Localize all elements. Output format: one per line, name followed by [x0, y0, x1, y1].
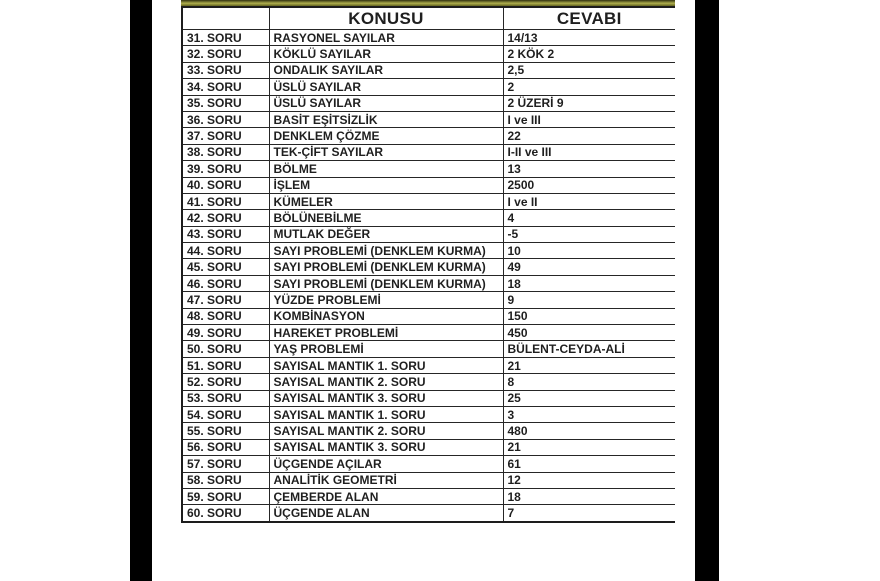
- answer-rows: [182, 30, 675, 522]
- answer-cell: 8: [503, 374, 675, 390]
- table-row: [182, 472, 675, 488]
- answer-cell: 2500: [503, 177, 675, 193]
- topic-cell: KÖKLÜ SAYILAR: [269, 46, 503, 62]
- answer-cell: 25: [503, 390, 675, 406]
- header-answer-cell: CEVABI: [503, 7, 675, 30]
- topic-cell: İŞLEM: [269, 177, 503, 193]
- table-row: [182, 243, 675, 259]
- table-row: [182, 62, 675, 78]
- table-row: [182, 259, 675, 275]
- table-row: [182, 210, 675, 226]
- number-cell: 35. SORU: [182, 95, 269, 111]
- topic-cell: SAYISAL MANTIK 1. SORU: [269, 357, 503, 373]
- number-cell: 43. SORU: [182, 226, 269, 242]
- topic-cell: ONDALIK SAYILAR: [269, 62, 503, 78]
- table-row: [182, 226, 675, 242]
- answer-cell: I-II ve III: [503, 144, 675, 160]
- table-row: [182, 439, 675, 455]
- header-topic-cell: KONUSU: [269, 7, 503, 30]
- answer-cell: 2: [503, 79, 675, 95]
- answer-cell: 10: [503, 243, 675, 259]
- answer-cell: 61: [503, 456, 675, 472]
- number-cell: 57. SORU: [182, 456, 269, 472]
- answer-cell: 21: [503, 439, 675, 455]
- number-cell: 40. SORU: [182, 177, 269, 193]
- number-cell: 38. SORU: [182, 144, 269, 160]
- number-cell: 60. SORU: [182, 505, 269, 522]
- number-cell: 51. SORU: [182, 357, 269, 373]
- table-row: [182, 79, 675, 95]
- topic-cell: DENKLEM ÇÖZME: [269, 128, 503, 144]
- table-row: [182, 423, 675, 439]
- table-row: [182, 95, 675, 111]
- answer-cell: 22: [503, 128, 675, 144]
- table-row: [182, 357, 675, 373]
- topic-cell: YAŞ PROBLEMİ: [269, 341, 503, 357]
- answer-cell: 480: [503, 423, 675, 439]
- topic-cell: BÖLME: [269, 161, 503, 177]
- table-row: [182, 292, 675, 308]
- answer-cell: 7: [503, 505, 675, 522]
- answer-cell: 49: [503, 259, 675, 275]
- topic-cell: ÜSLÜ SAYILAR: [269, 95, 503, 111]
- table-row: [182, 308, 675, 324]
- number-cell: 31. SORU: [182, 30, 269, 46]
- number-cell: 37. SORU: [182, 128, 269, 144]
- topic-cell: KÜMELER: [269, 193, 503, 209]
- number-cell: 49. SORU: [182, 325, 269, 341]
- topic-cell: SAYI PROBLEMİ (DENKLEM KURMA): [269, 259, 503, 275]
- number-cell: 55. SORU: [182, 423, 269, 439]
- topic-cell: MUTLAK DEĞER: [269, 226, 503, 242]
- table-row: [182, 144, 675, 160]
- table-row: [182, 505, 675, 522]
- topic-cell: BASİT EŞİTSİZLİK: [269, 111, 503, 127]
- number-cell: 53. SORU: [182, 390, 269, 406]
- number-cell: 33. SORU: [182, 62, 269, 78]
- table-row: [182, 488, 675, 504]
- table-row: [182, 325, 675, 341]
- number-cell: 42. SORU: [182, 210, 269, 226]
- answer-cell: 2 ÜZERİ 9: [503, 95, 675, 111]
- topic-cell: SAYISAL MANTIK 2. SORU: [269, 423, 503, 439]
- number-cell: 32. SORU: [182, 46, 269, 62]
- answer-cell: 4: [503, 210, 675, 226]
- number-cell: 39. SORU: [182, 161, 269, 177]
- table-row: [182, 374, 675, 390]
- right-black-bar: [695, 0, 719, 581]
- answer-cell: 9: [503, 292, 675, 308]
- table-row: [182, 111, 675, 127]
- answer-cell: 12: [503, 472, 675, 488]
- topic-cell: KOMBİNASYON: [269, 308, 503, 324]
- topic-cell: SAYISAL MANTIK 2. SORU: [269, 374, 503, 390]
- topic-cell: ÜÇGENDE ALAN: [269, 505, 503, 522]
- topic-cell: HAREKET PROBLEMİ: [269, 325, 503, 341]
- header-number-cell: [182, 7, 269, 30]
- answer-cell: BÜLENT-CEYDA-ALİ: [503, 341, 675, 357]
- number-cell: 45. SORU: [182, 259, 269, 275]
- topic-cell: SAYISAL MANTIK 3. SORU: [269, 439, 503, 455]
- answer-key-document: [181, 0, 675, 581]
- number-cell: 48. SORU: [182, 308, 269, 324]
- answer-cell: 21: [503, 357, 675, 373]
- table-row: [182, 456, 675, 472]
- table-row: [182, 341, 675, 357]
- topic-cell: BÖLÜNEBİLME: [269, 210, 503, 226]
- answer-cell: 150: [503, 308, 675, 324]
- number-cell: 56. SORU: [182, 439, 269, 455]
- number-cell: 36. SORU: [182, 111, 269, 127]
- number-cell: 52. SORU: [182, 374, 269, 390]
- topic-cell: SAYI PROBLEMİ (DENKLEM KURMA): [269, 243, 503, 259]
- number-cell: 41. SORU: [182, 193, 269, 209]
- table-row: [182, 46, 675, 62]
- header-row: [182, 7, 675, 30]
- answer-key-table: [181, 6, 675, 523]
- table-row: [182, 193, 675, 209]
- topic-cell: SAYISAL MANTIK 3. SORU: [269, 390, 503, 406]
- answer-cell: I ve III: [503, 111, 675, 127]
- answer-cell: 18: [503, 275, 675, 291]
- topic-cell: ÜÇGENDE AÇILAR: [269, 456, 503, 472]
- topic-cell: ÜSLÜ SAYILAR: [269, 79, 503, 95]
- number-cell: 44. SORU: [182, 243, 269, 259]
- topic-cell: TEK-ÇİFT SAYILAR: [269, 144, 503, 160]
- answer-cell: 2 KÖK 2: [503, 46, 675, 62]
- topic-cell: SAYI PROBLEMİ (DENKLEM KURMA): [269, 275, 503, 291]
- topic-cell: RASYONEL SAYILAR: [269, 30, 503, 46]
- table-row: [182, 128, 675, 144]
- answer-cell: 13: [503, 161, 675, 177]
- table-row: [182, 177, 675, 193]
- answer-cell: 18: [503, 488, 675, 504]
- topic-cell: SAYISAL MANTIK 1. SORU: [269, 406, 503, 422]
- answer-cell: -5: [503, 226, 675, 242]
- table-row: [182, 30, 675, 46]
- table-row: [182, 161, 675, 177]
- number-cell: 47. SORU: [182, 292, 269, 308]
- answer-cell: 3: [503, 406, 675, 422]
- left-black-bar: [130, 0, 152, 581]
- number-cell: 50. SORU: [182, 341, 269, 357]
- table-row: [182, 275, 675, 291]
- number-cell: 34. SORU: [182, 79, 269, 95]
- topic-cell: ÇEMBERDE ALAN: [269, 488, 503, 504]
- number-cell: 54. SORU: [182, 406, 269, 422]
- number-cell: 58. SORU: [182, 472, 269, 488]
- topic-cell: ANALİTİK GEOMETRİ: [269, 472, 503, 488]
- topic-cell: YÜZDE PROBLEMİ: [269, 292, 503, 308]
- answer-cell: 450: [503, 325, 675, 341]
- number-cell: 46. SORU: [182, 275, 269, 291]
- table-row: [182, 406, 675, 422]
- answer-cell: I ve II: [503, 193, 675, 209]
- table-row: [182, 390, 675, 406]
- answer-cell: 2,5: [503, 62, 675, 78]
- number-cell: 59. SORU: [182, 488, 269, 504]
- answer-cell: 14/13: [503, 30, 675, 46]
